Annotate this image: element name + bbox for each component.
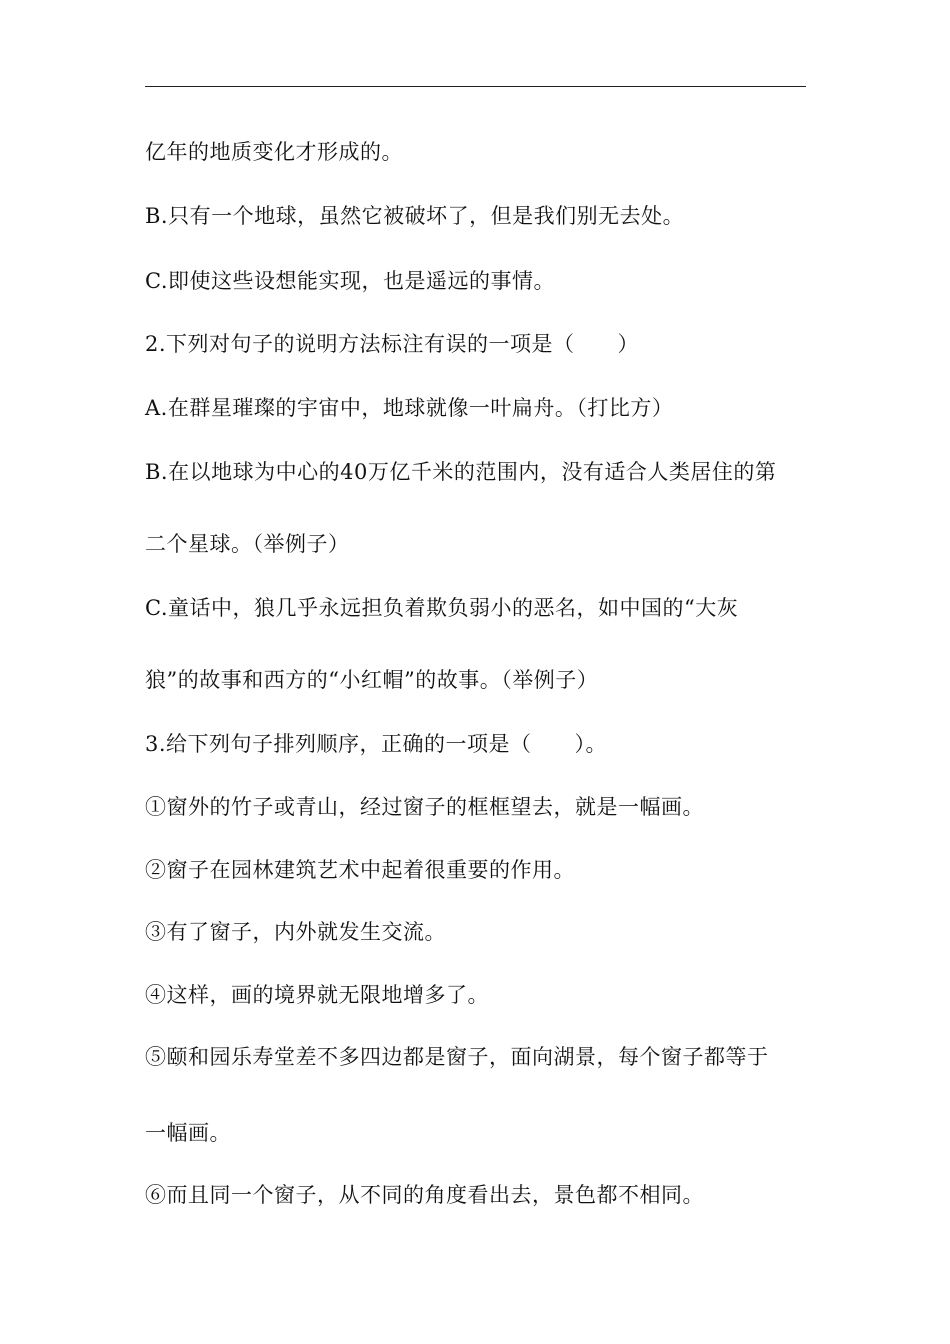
- option-2b-continued: 二个星球。（举例子）: [145, 532, 350, 556]
- question-2: 2.下列对句子的说明方法标注有误的一项是（ ）: [145, 332, 640, 356]
- option-2b: B.在以地球为中心的40万亿千米的范围内，没有适合人类居住的第: [145, 460, 777, 484]
- sentence-2: ②窗子在园林建筑艺术中起着很重要的作用。: [145, 858, 575, 882]
- text-line-2: B.只有一个地球，虽然它被破坏了，但是我们别无去处。: [145, 204, 685, 228]
- text-line-3: C.即使这些设想能实现，也是遥远的事情。: [145, 269, 555, 293]
- sentence-3: ③有了窗子，内外就发生交流。: [145, 920, 446, 944]
- option-2a: A.在群星璀璨的宇宙中，地球就像一叶扁舟。（打比方）: [145, 396, 674, 420]
- sentence-5: ⑤颐和园乐寿堂差不多四边都是窗子，面向湖景，每个窗子都等于: [145, 1045, 769, 1069]
- option-2c-continued: 狼”的故事和西方的“小红帽”的故事。（举例子）: [145, 668, 599, 692]
- option-2c: C.童话中，狼几乎永远担负着欺负弱小的恶名，如中国的“大灰: [145, 596, 739, 620]
- sentence-6: ⑥而且同一个窗子，从不同的角度看出去，景色都不相同。: [145, 1183, 704, 1207]
- sentence-4: ④这样，画的境界就无限地增多了。: [145, 983, 489, 1007]
- question-3: 3.给下列句子排列顺序，正确的一项是（ ）。: [145, 732, 608, 756]
- sentence-5-continued: 一幅画。: [145, 1121, 231, 1145]
- text-line-1: 亿年的地质变化才形成的。: [145, 140, 403, 164]
- sentence-1: ①窗外的竹子或青山，经过窗子的框框望去，就是一幅画。: [145, 795, 704, 819]
- header-rule: [145, 86, 806, 87]
